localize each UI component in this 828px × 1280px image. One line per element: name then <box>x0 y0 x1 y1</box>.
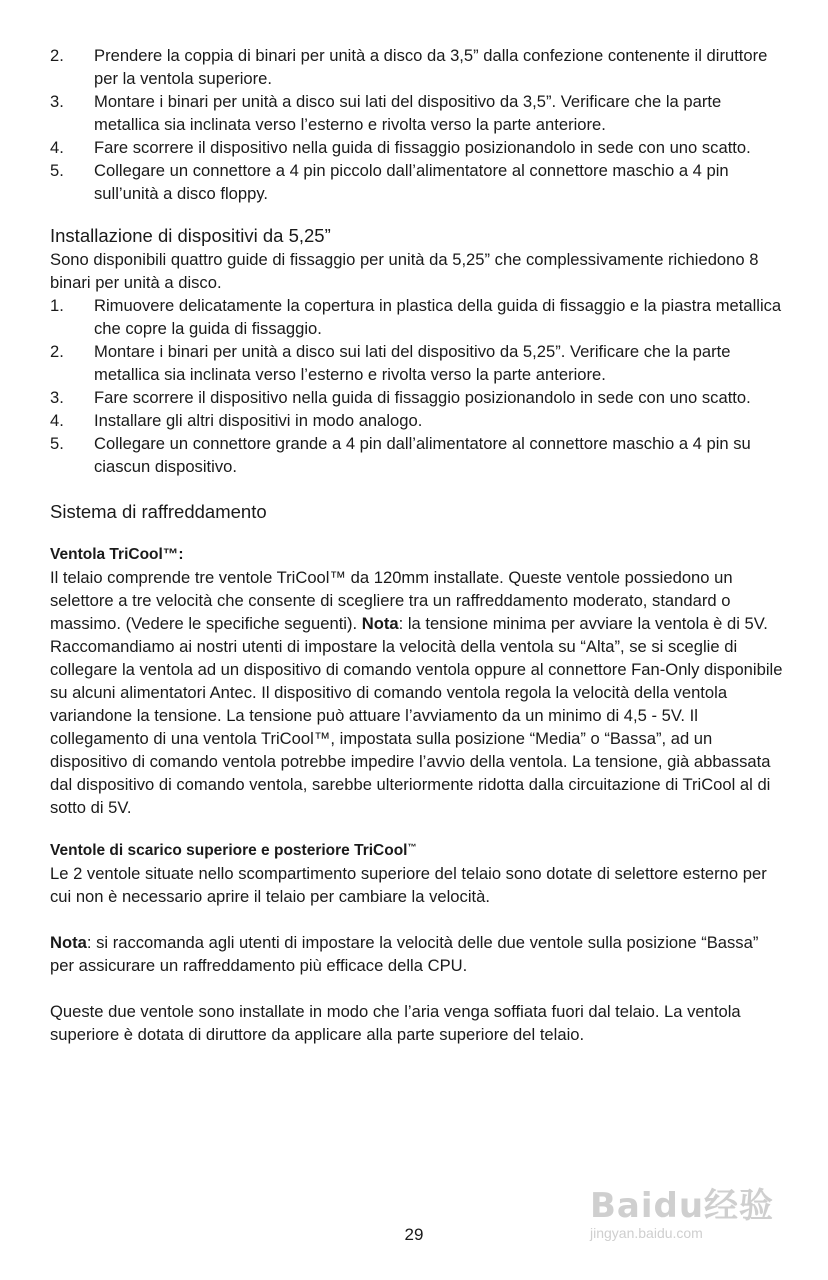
scarico-paragraph: Le 2 ventole situate nello scompartimento superiore del telaio sono dotate di selettore esterno per cui non è necessario aprire il telaio per cambiare la velocità. <box>50 864 767 906</box>
watermark-logo: Baidu经验 <box>590 1186 775 1226</box>
list-item: 4. Fare scorrere il dispositivo nella guida di fissaggio posizionandolo in sede con uno scatto. <box>50 138 751 157</box>
document-page <box>50 44 785 1046</box>
list-item: 4. Installare gli altri dispositivi in modo analogo. <box>50 411 423 430</box>
install-heading: Installazione di dispositivi da 5,25” <box>50 225 331 246</box>
list-item: 3. Montare i binari per unità a disco sui lati del dispositivo da 3,5”. Verificare che la parte metallica sia inclinata verso l’esterno e rivolta verso la parte anteriore. <box>50 92 722 134</box>
list-top <box>50 44 785 205</box>
tricool-heading: Ventola TriCool™: <box>50 546 184 563</box>
list-item: 1. Rimuovere delicatamente la copertura in plastica della guida di fissaggio e la piastra metallica che copre la guida di fissaggio. <box>50 296 782 338</box>
install-intro: Sono disponibili quattro guide di fissaggio per unità da 5,25” che complessivamente richiedono 8 binari per unità a disco. <box>50 250 759 292</box>
queste-paragraph: Queste due ventole sono installate in modo che l’aria venga soffiata fuori dal telaio. La ventola superiore è dotata di diruttore da applicare alla parte superiore del telaio. <box>50 1002 741 1044</box>
watermark-url: jingyan.baidu.com <box>590 1225 703 1241</box>
list-item: 2. Prendere la coppia di binari per unità a disco da 3,5” dalla confezione contenente il diruttore per la ventola superiore. <box>50 46 768 88</box>
list-item: 5. Collegare un connettore a 4 pin piccolo dall’alimentatore al connettore maschio a 4 pin sull’unità a disco floppy. <box>50 161 729 203</box>
list-item: 2. Montare i binari per unità a disco sui lati del dispositivo da 5,25”. Verificare che la parte metallica sia inclinata verso l’esterno e rivolta verso la parte anteriore. <box>50 342 731 384</box>
list-item: 3. Fare scorrere il dispositivo nella guida di fissaggio posizionandolo in sede con uno scatto. <box>50 388 751 407</box>
cooling-heading: Sistema di raffreddamento <box>50 501 267 522</box>
page-number: 29 <box>404 1225 424 1244</box>
scarico-heading: Ventole di scarico superiore e posteriore TriCool™ <box>50 842 417 859</box>
list-item: 5. Collegare un connettore grande a 4 pin dall’alimentatore al connettore maschio a 4 pin su ciascun dispositivo. <box>50 434 751 476</box>
nota-label: Nota <box>361 614 399 633</box>
install-steps <box>50 294 785 478</box>
nota-label: Nota <box>50 933 87 952</box>
tricool-paragraph: Il telaio comprende tre ventole TriCool™ da 120mm installate. Queste ventole possiedono un selettore a tre velocità che consente di scegliere tra un raffreddamento moderato, standard o massimo. (Vedere le specifiche seguenti). Nota: la tensione minima per avviare la ventola è di 5V. Raccomandiamo ai nostri utenti di impostare la velocità della ventola su “Alta”, se si sceglie di collegare la ventola ad un dispositivo di comando ventola oppure al connettore Fan-Only disponibile su alcuni alimentatori Antec. Il dispositivo di comando ventola regola la velocità della ventola variandone la tensione. La tensione può attuare l’avviamento da un minimo di 4,5 - 5V. Il collegamento di una ventola TriCool™, impostata sulla posizione “Media” o “Bassa”, ad un dispositivo di comando ventola potrebbe impedire l’avvio della ventola. La tensione, già abbassata dal dispositivo di comando ventola, sarebbe ulteriormente ridotta dalla circuitazione di TriCool al di sotto di 5V. <box>50 568 783 817</box>
nota-paragraph: Nota: si raccomanda agli utenti di impostare la velocità delle due ventole sulla posizione “Bassa” per assicurare un raffreddamento più efficace della CPU. <box>50 933 759 975</box>
